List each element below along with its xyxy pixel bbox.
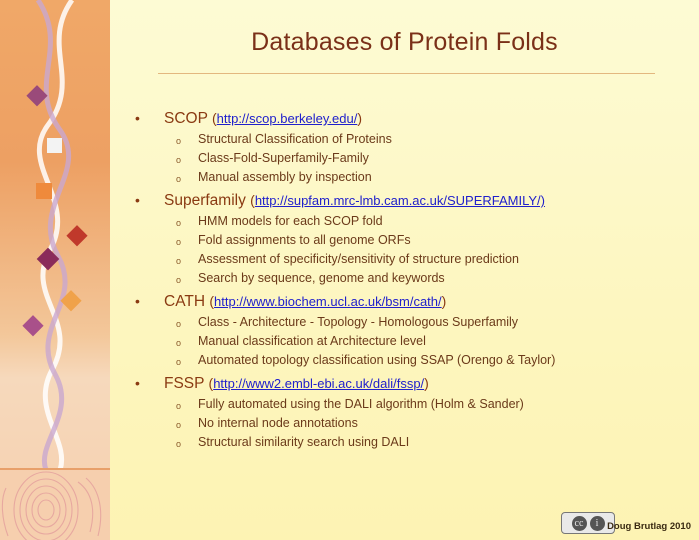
sub-bullet-icon: o: [176, 218, 182, 228]
link-fssp[interactable]: http://www2.embl-ebi.ac.uk/dali/fssp/: [213, 376, 425, 391]
list-item: [130, 149, 690, 168]
sub-item-label: Class - Architecture - Topology - Homologous Superfamily: [198, 315, 519, 329]
list-item: [130, 231, 690, 250]
list-item: [130, 130, 690, 149]
list-item: [130, 108, 690, 129]
list-item: [130, 433, 690, 452]
cc-icon: cc: [572, 516, 587, 531]
paren-open: (: [208, 375, 214, 391]
sub-item-label: No internal node annotations: [198, 416, 358, 430]
bullet-icon: •: [135, 375, 140, 391]
db-name-scop: SCOP: [164, 110, 208, 127]
bullet-icon: •: [135, 192, 140, 208]
sub-bullet-icon: o: [176, 174, 182, 184]
paren-open: (: [209, 293, 215, 309]
sub-list-superfamily: [130, 212, 690, 288]
sub-item-label: Assessment of specificity/sensitivity of structure prediction: [198, 252, 519, 266]
db-name-cath: CATH: [164, 293, 206, 310]
list-item: [130, 351, 690, 370]
paren-close: ): [357, 110, 362, 126]
sub-bullet-icon: o: [176, 275, 182, 285]
title-divider: [158, 73, 655, 74]
link-cath[interactable]: http://www.biochem.ucl.ac.uk/bsm/cath/: [214, 294, 442, 309]
sub-item-label: Structural Classification of Proteins: [198, 132, 392, 146]
sub-item-label: Class-Fold-Superfamily-Family: [198, 151, 369, 165]
sub-bullet-icon: o: [176, 256, 182, 266]
sub-bullet-icon: o: [176, 338, 182, 348]
link-scop[interactable]: http://scop.berkeley.edu/: [216, 111, 358, 126]
sub-bullet-icon: o: [176, 420, 182, 430]
link-superfamily[interactable]: http://supfam.mrc-lmb.cam.ac.uk/SUPERFAMILY/): [254, 193, 545, 208]
sub-item-label: Manual assembly by inspection: [198, 170, 372, 184]
list-item: [130, 190, 690, 211]
paren-close: ): [424, 375, 429, 391]
list-item: [130, 395, 690, 414]
db-name-superfamily: Superfamily: [164, 192, 246, 209]
list-item: [130, 373, 690, 394]
content-body: [130, 108, 690, 455]
sub-bullet-icon: o: [176, 319, 182, 329]
sub-list-fssp: [130, 395, 690, 452]
sub-item-label: Fold assignments to all genome ORFs: [198, 233, 411, 247]
paren-close: ): [441, 293, 447, 309]
list-item: [130, 269, 690, 288]
cc-by-icon: i: [590, 516, 605, 531]
bullet-icon: •: [135, 110, 140, 126]
dna-helix-graphic: [0, 0, 110, 470]
decorative-fingerprint-panel: [0, 470, 110, 540]
decorative-left-band: [0, 0, 110, 540]
sub-item-label: Manual classification at Architecture level: [198, 334, 426, 348]
sub-item-label: Structural similarity search using DALI: [198, 435, 410, 449]
sub-item-label: Search by sequence, genome and keywords: [198, 271, 445, 285]
bullet-icon: •: [135, 293, 140, 309]
list-item: [130, 168, 690, 187]
list-item: [130, 250, 690, 269]
list-item: [130, 212, 690, 231]
sub-bullet-icon: o: [176, 357, 182, 367]
list-item: [130, 291, 690, 312]
list-item: [130, 414, 690, 433]
page-title: Databases of Protein Folds: [251, 28, 558, 56]
list-item: [130, 332, 690, 351]
sub-item-label: Automated topology classification using SSAP (Orengo & Taylor): [198, 353, 556, 367]
list-item: [130, 313, 690, 332]
sub-bullet-icon: o: [176, 136, 182, 146]
sub-bullet-icon: o: [176, 155, 182, 165]
paren-open: (: [211, 110, 217, 126]
sub-bullet-icon: o: [176, 439, 182, 449]
sub-list-scop: [130, 130, 690, 187]
fingerprint-icon: [0, 470, 110, 540]
db-name-fssp: FSSP: [164, 375, 205, 392]
sub-bullet-icon: o: [176, 237, 182, 247]
sub-item-label: HMM models for each SCOP fold: [198, 214, 383, 228]
paren-open: (: [250, 192, 255, 208]
author-credit: Doug Brutlag 2010: [607, 521, 691, 532]
sub-list-cath: [130, 313, 690, 370]
sub-item-label: Fully automated using the DALI algorithm (Holm & Sander): [198, 397, 524, 411]
sub-bullet-icon: o: [176, 401, 182, 411]
